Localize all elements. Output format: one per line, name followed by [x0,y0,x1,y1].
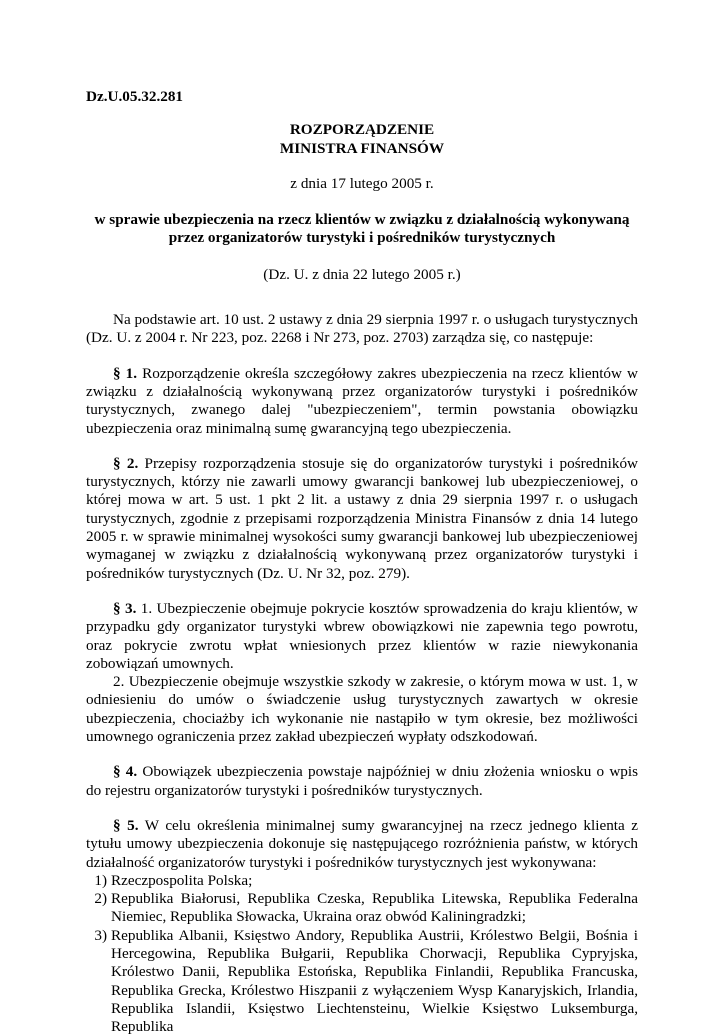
list-item-text: Republika Białorusi, Republika Czeska, Republika Litewska, Republika Federalna Niemiec, Republika Słowacka, Ukraina oraz obwód Kaliningradzki; [111,890,638,926]
document-date: z dnia 17 lutego 2005 r. [290,174,434,192]
section-4 [86,763,638,800]
list-item [86,872,638,890]
list-item-number: 2) [94,890,107,908]
list-item [86,927,638,1036]
intro-paragraph: Na podstawie art. 10 ust. 2 ustawy z dnia 29 sierpnia 1997 r. o usługach turystycznych (Dz. U. z 2004 r. Nr 223, poz. 2268 i Nr 273, poz. 2703) zarządza się, co następuje: [86,311,638,347]
section-4-text: Obowiązek ubezpieczenia powstaje najpóźniej w dniu złożenia wniosku o wpis do rejestru organizatorów turystyki i pośredników turystycznych. [86,763,639,799]
section-4-label: § 4. [113,763,138,781]
section-3-paragraph-2: 2. Ubezpieczenie obejmuje wszystkie szkody w zakresie, o którym mowa w ust. 1, w odniesieniu do umów o świadczenie usług turystycznych zawartych w okresie ubezpieczenia, chociażby ich wykonanie nie nastąpiło w tym okresie, bez możliwości umownego ograniczenia przez zakład ubezpieczeń wypłaty odszkodowań. [86,673,638,746]
section-1-label: § 1. [113,364,138,382]
section-5-text: W celu określenia minimalnej sumy gwarancyjnej na rzecz jednego klienta z tytułu umowy ubezpieczenia dokonuje się następującego rozróżnienia państw, w których działalność organizatorów turystyki i pośredników turystycznych jest wykonywana: [86,816,638,871]
section-2-text: Przepisy rozporządzenia stosuje się do organizatorów turystyki i pośredników turystycznych, którzy nie zawarli umowy gwarancji bankowej lub ubezpieczeniowej, o której mowa w art. 5 ust. 1 pkt 2 lit. a ustawy z dnia 29 sierpnia 1997 r. o usługach turystycznych, zgodnie z przepisami rozporządzenia Ministra Finansów z dnia 14 lutego 2005 r. w sprawie minimalnej wysokości sumy gwarancji bankowej lub ubezpieczeniowej wymaganej w związku z działalnością wykonywaną przez organizatorów turystyki i pośredników turystycznych (Dz. U. Nr 32, poz. 279). [86,454,639,582]
list-item-number: 1) [94,871,107,889]
document-title-line1: ROZPORZĄDZENIE [289,121,435,139]
section-5-label: § 5. [113,816,139,834]
document-subject-line2: przez organizatorów turystyki i pośredników turystycznych [168,229,556,247]
list-item-text: Rzeczpospolita Polska; [111,871,253,889]
section-3-label: § 3. [113,599,137,617]
section-5 [86,817,638,872]
section-2-label: § 2. [113,454,139,472]
document-subject-line1: w sprawie ubezpieczenia na rzecz klientów w związku z działalnością wykonywaną [94,211,630,229]
document-title-line2: MINISTRA FINANSÓW [279,139,445,157]
section-1 [86,365,638,438]
section-3-text-1: 1. Ubezpieczenie obejmuje pokrycie kosztów sprowadzenia do kraju klientów, w przypadku gdy organizator turystyki wbrew obowiązkowi nie zapewnia tego powrotu, oraz pokrycie zwrotu wpłat wniesionych przez klientów w razie niewykonania zobowiązań umownych. [86,599,639,672]
list-item-number: 3) [94,926,107,944]
section-1-text: Rozporządzenie określa szczegółowy zakres ubezpieczenia na rzecz klientów w związku z działalnością wykonywaną przez organizatorów turystyki i pośredników turystycznych, zwanego dalej "ubezpieczeniem", termin powstania obowiązku ubezpieczenia oraz minimalną sumę gwarancyjną tego ubezpieczenia. [86,364,639,437]
document-reference: Dz.U.05.32.281 [86,88,184,105]
list-item-text: Republika Albanii, Księstwo Andory, Republika Austrii, Królestwo Belgii, Bośnia i Hercegowina, Republika Bułgarii, Republika Chorwacji, Republika Cypryjska, Królestwo Danii, Republika Estońska, Republika Finlandii, Republika Francuska, Republika Grecka, Królestwo Hiszpanii z wyłączeniem Wysp Kanaryjskich, Irlandia, Republika Islandii, Księstwo Liechtensteinu, Wielkie Księstwo Luksemburga, Republika [111,926,638,1036]
section-3 [86,600,638,673]
country-list [86,872,638,1036]
section-2 [86,455,638,583]
document-subject [86,211,638,248]
list-item [86,890,638,927]
publication-info: (Dz. U. z dnia 22 lutego 2005 r.) [263,265,461,283]
